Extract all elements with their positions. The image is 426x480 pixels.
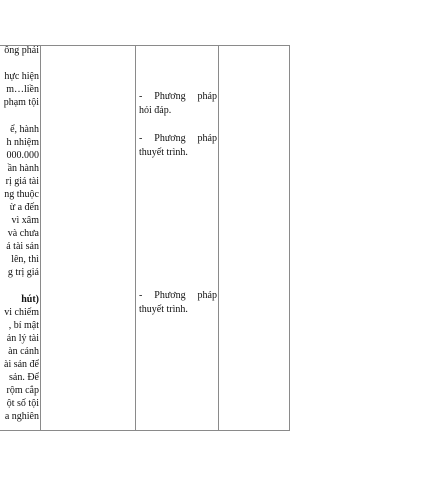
method-note-question-answer <box>139 90 217 118</box>
text-line: và chưa <box>7 228 39 239</box>
text-line: lên, thì <box>11 254 39 265</box>
text-line: vi chiếm <box>4 307 39 318</box>
text-line: ể, hành <box>10 124 39 135</box>
text-line: m…liền <box>6 84 39 95</box>
text-line: ần hành <box>7 163 39 174</box>
text-line: ột số tội <box>6 398 39 409</box>
lesson-plan-table <box>0 45 290 431</box>
text-line: á tài sản <box>6 241 39 252</box>
text-line: ông phải <box>4 45 39 56</box>
column-divider-2 <box>135 45 136 431</box>
text-line: g trị giá <box>7 267 39 278</box>
column-divider-1 <box>40 45 41 431</box>
text-line: ài sản để <box>4 359 39 370</box>
method-note-line: - Phương pháp <box>139 91 217 102</box>
content-column-cropped <box>0 45 40 431</box>
table-right-border <box>289 45 290 431</box>
text-line: ừ a đến <box>9 202 39 213</box>
text-line: , bí mật <box>8 320 39 331</box>
text-line: 000.000 <box>6 150 39 161</box>
method-note-lecture <box>139 132 217 160</box>
text-line: hực hiện <box>4 71 39 82</box>
method-note-line: - Phương pháp <box>139 133 217 144</box>
method-note-line: hỏi đáp. <box>139 105 172 116</box>
text-line: sản. Để <box>9 372 39 383</box>
text-line: rộm cắp <box>6 385 39 396</box>
text-line: ản lý tài <box>6 333 39 344</box>
text-line: rị giá tài <box>5 176 39 187</box>
table-bottom-border <box>0 430 290 431</box>
text-line: vì xâm <box>11 215 39 226</box>
text-line: h nhiệm <box>6 137 39 148</box>
method-note-lecture <box>139 289 217 317</box>
text-line: ng thuộc <box>4 189 39 200</box>
section-heading-fragment: hút) <box>21 294 39 305</box>
method-note-line: thuyết trình. <box>139 147 188 158</box>
method-note-line: thuyết trình. <box>139 304 188 315</box>
column-divider-3 <box>218 45 219 431</box>
method-note-line: - Phương pháp <box>139 290 217 301</box>
text-line: a nghiên <box>4 411 39 422</box>
text-line: phạm tội <box>3 97 39 108</box>
table-top-border <box>0 45 290 46</box>
text-line: àn cảnh <box>8 346 39 357</box>
